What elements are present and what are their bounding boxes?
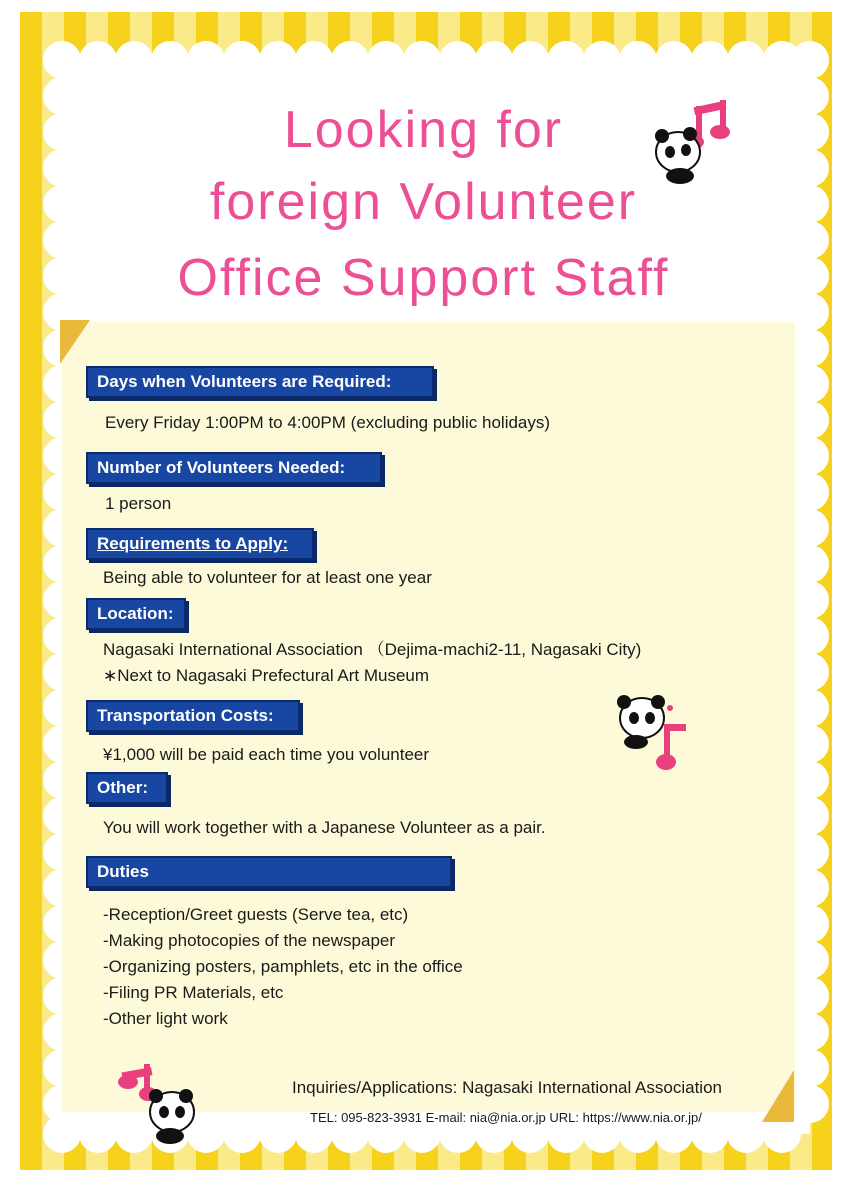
label-number-needed: Number of Volunteers Needed: bbox=[86, 452, 382, 484]
label-days-required: Days when Volunteers are Required: bbox=[86, 366, 434, 398]
label-other: Other: bbox=[86, 772, 168, 804]
location-note-text: ∗Next to Nagasaki Prefectural Art Museum bbox=[103, 666, 430, 685]
label-transportation: Transportation Costs: bbox=[86, 700, 300, 732]
duty-item: -Reception/Greet guests (Serve tea, etc) bbox=[103, 905, 409, 924]
music-note-icon bbox=[656, 724, 686, 770]
title-line-1: Looking for bbox=[283, 101, 564, 159]
duty-item: -Making photocopies of the newspaper bbox=[103, 931, 396, 950]
inquiries-text: Inquiries/Applications: Nagasaki International Association bbox=[292, 1078, 722, 1097]
title-line-3: Office Support Staff bbox=[177, 249, 670, 307]
panel-corner-top-left bbox=[60, 320, 90, 364]
panda-mascot-icon bbox=[612, 690, 692, 780]
duty-item: -Other light work bbox=[103, 1009, 228, 1028]
duty-item: -Organizing posters, pamphlets, etc in the office bbox=[103, 957, 463, 976]
number-needed-text: 1 person bbox=[105, 494, 172, 513]
label-requirements: Requirements to Apply: bbox=[86, 528, 314, 560]
label-location: Location: bbox=[86, 598, 186, 630]
title-line-2: foreign Volunteer bbox=[209, 173, 638, 231]
contact-info: TEL: 095-823-3931 E-mail: nia@nia.or.jp URL: https://www.nia.or.jp/ bbox=[310, 1110, 702, 1125]
transportation-text: ¥1,000 will be paid each time you volunteer bbox=[103, 745, 430, 764]
location-address-text: Nagasaki International Association （Dejima-machi2-11, Nagasaki City) bbox=[103, 640, 642, 659]
requirements-text: Being able to volunteer for at least one year bbox=[103, 568, 432, 587]
duty-item: -Filing PR Materials, etc bbox=[103, 983, 284, 1002]
panda-mascot-icon bbox=[114, 1056, 204, 1148]
other-text: You will work together with a Japanese Volunteer as a pair. bbox=[103, 818, 546, 837]
label-duties: Duties bbox=[86, 856, 452, 888]
panda-mascot-icon bbox=[650, 92, 742, 188]
days-required-text: Every Friday 1:00PM to 4:00PM (excluding public holidays) bbox=[105, 413, 551, 432]
panel-corner-bottom-right bbox=[762, 1070, 794, 1122]
